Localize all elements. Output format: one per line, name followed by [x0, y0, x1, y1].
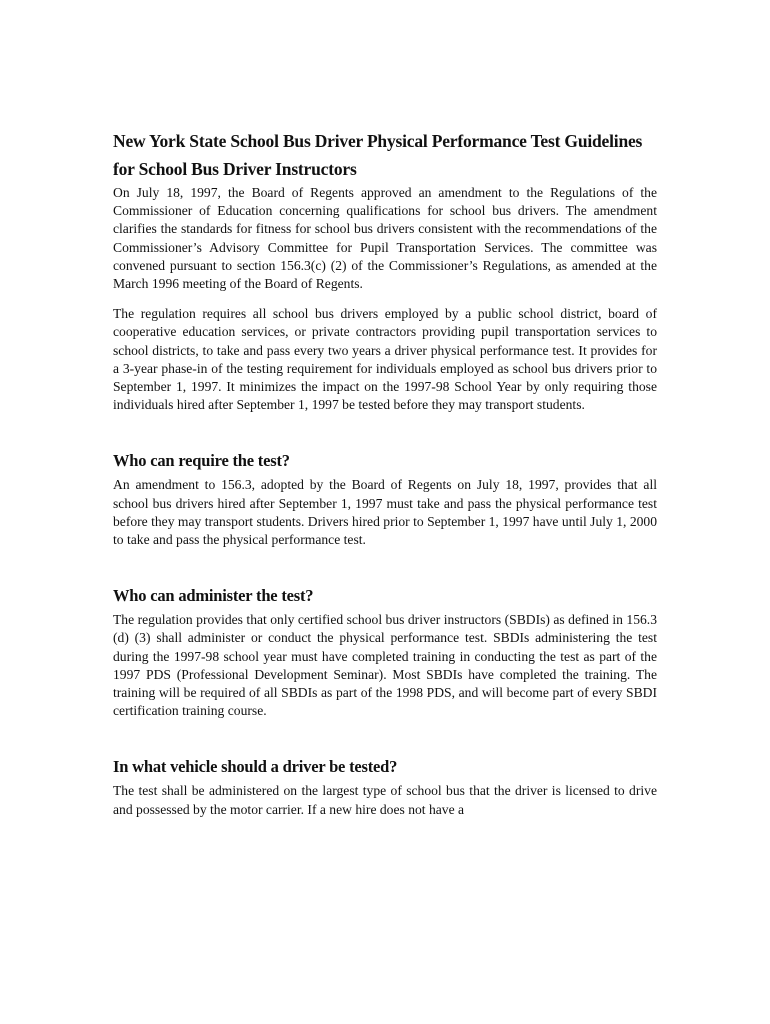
- section-heading-who-can-require: Who can require the test?: [113, 451, 290, 471]
- document-title-line-2: for School Bus Driver Instructors: [113, 159, 357, 179]
- section-body-who-can-administer: The regulation provides that only certified school bus driver instructors (SBDIs) as defined in 156.3 (d) (3) shall administer or conduct the physical performance test. SBDIs administering the test during the 1997-98 school year must have completed training in conducting the test as part of the 1997 PDS (Professional Development Seminar). Most SBDIs have completed the training. The training will be required of all SBDIs as part of the 1998 PDS, and will become part of every SBDI certification training course.: [113, 612, 657, 719]
- document-page: [113, 128, 657, 819]
- intro-paragraph-2: The regulation requires all school bus drivers employed by a public school district, board of cooperative education services, or private contractors providing pupil transportation services to school districts, to take and pass every two years a driver physical performance test. It provides for a 3-year phase-in of the testing requirement for individuals employed as school bus drivers prior to September 1, 1997. It minimizes the impact on the 1997-98 School Year by only requiring those individuals hired after September 1, 1997 be tested before they may transport students.: [113, 306, 657, 413]
- section-body-vehicle: The test shall be administered on the largest type of school bus that the driver is licensed to drive and possessed by the motor carrier. If a new hire does not have a: [113, 783, 657, 817]
- section-heading-vehicle: In what vehicle should a driver be tested?: [113, 757, 398, 777]
- section-body-who-can-require: An amendment to 156.3, adopted by the Board of Regents on July 18, 1997, provides that all school bus drivers hired after September 1, 1997 must take and pass the physical performance test before they may transport students. Drivers hired prior to September 1, 1997 have until July 1, 2000 to take and pass the physical performance test.: [113, 477, 658, 548]
- document-title-line-1: New York State School Bus Driver Physical Performance Test Guidelines: [113, 131, 643, 151]
- section-heading-who-can-administer: Who can administer the test?: [113, 586, 314, 606]
- intro-paragraph-1: On July 18, 1997, the Board of Regents approved an amendment to the Regulations of the Commissioner of Education concerning qualifications for school bus drivers. The amendment clarifies the standards for fitness for school bus drivers consistent with the recommendations of the Commissioner’s Advisory Committee for Pupil Transportation Services. The committee was convened pursuant to section 156.3(c) (2) of the Commissioner’s Regulations, as amended at the March 1996 meeting of the Board of Regents.: [113, 185, 657, 292]
